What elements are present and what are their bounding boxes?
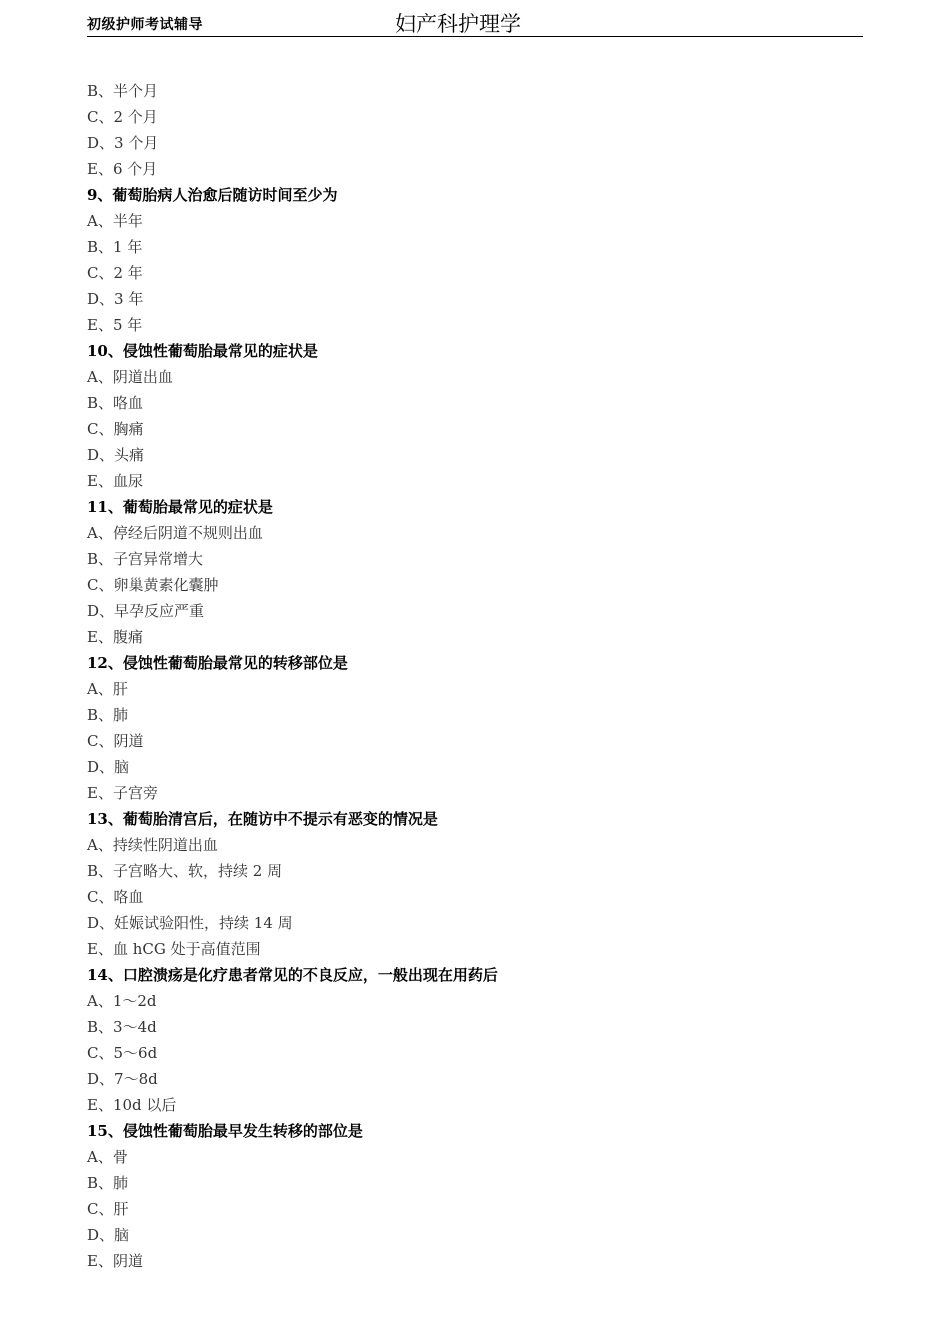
answer-option: C、2 个月 — [87, 108, 158, 126]
page-title: 妇产科护理学 — [395, 12, 521, 36]
answer-option: E、子宫旁 — [87, 784, 158, 802]
answer-option: B、肺 — [87, 1174, 129, 1192]
answer-option: B、肺 — [87, 706, 129, 724]
answer-option: C、5～6d — [87, 1044, 158, 1062]
answer-option: E、血 hCG 处于高值范围 — [87, 940, 261, 958]
question-stem: 10、侵蚀性葡萄胎最常见的症状是 — [87, 342, 318, 360]
answer-option: E、腹痛 — [87, 628, 143, 646]
answer-option: D、脑 — [87, 1226, 130, 1244]
answer-option: C、肝 — [87, 1200, 129, 1218]
answer-option: D、早孕反应严重 — [87, 602, 205, 620]
answer-option: B、咯血 — [87, 394, 144, 412]
question-stem: 9、葡萄胎病人治愈后随访时间至少为 — [87, 186, 338, 204]
answer-option: D、3 个月 — [87, 134, 159, 152]
answer-option: C、咯血 — [87, 888, 144, 906]
answer-option: B、子宫异常增大 — [87, 550, 204, 568]
answer-option: E、血尿 — [87, 472, 143, 490]
answer-option: A、阴道出血 — [87, 368, 173, 386]
answer-option: E、10d 以后 — [87, 1096, 177, 1114]
answer-option: D、3 年 — [87, 290, 144, 308]
answer-option: D、7～8d — [87, 1070, 158, 1088]
question-stem: 12、侵蚀性葡萄胎最常见的转移部位是 — [87, 654, 348, 672]
answer-option: C、2 年 — [87, 264, 143, 282]
question-list — [87, 78, 863, 1274]
exam-guide-label: 初级护师考试辅导 — [87, 17, 203, 33]
answer-option: C、卵巢黄素化囊肿 — [87, 576, 219, 594]
answer-option: B、子宫略大、软，持续 2 周 — [87, 862, 283, 880]
answer-option: A、停经后阴道不规则出血 — [87, 524, 263, 542]
answer-option: A、持续性阴道出血 — [87, 836, 218, 854]
answer-option: E、6 个月 — [87, 160, 158, 178]
answer-option: C、胸痛 — [87, 420, 144, 438]
page-header — [87, 0, 863, 37]
question-stem: 11、葡萄胎最常见的症状是 — [87, 498, 273, 516]
answer-option: E、阴道 — [87, 1252, 143, 1270]
answer-option: A、1～2d — [87, 992, 157, 1010]
answer-option: E、5 年 — [87, 316, 143, 334]
answer-option: B、1 年 — [87, 238, 143, 256]
answer-option: B、半个月 — [87, 82, 159, 100]
answer-option: B、3～4d — [87, 1018, 157, 1036]
answer-option: A、骨 — [87, 1148, 128, 1166]
question-stem: 13、葡萄胎清宫后，在随访中不提示有恶变的情况是 — [87, 810, 438, 828]
answer-option: C、阴道 — [87, 732, 144, 750]
answer-option: D、头痛 — [87, 446, 145, 464]
answer-option: A、肝 — [87, 680, 128, 698]
question-stem: 15、侵蚀性葡萄胎最早发生转移的部位是 — [87, 1122, 363, 1140]
answer-option: D、脑 — [87, 758, 130, 776]
answer-option: A、半年 — [87, 212, 143, 230]
question-stem: 14、口腔溃疡是化疗患者常见的不良反应，一般出现在用药后 — [87, 966, 498, 984]
answer-option: D、妊娠试验阳性，持续 14 周 — [87, 914, 293, 932]
